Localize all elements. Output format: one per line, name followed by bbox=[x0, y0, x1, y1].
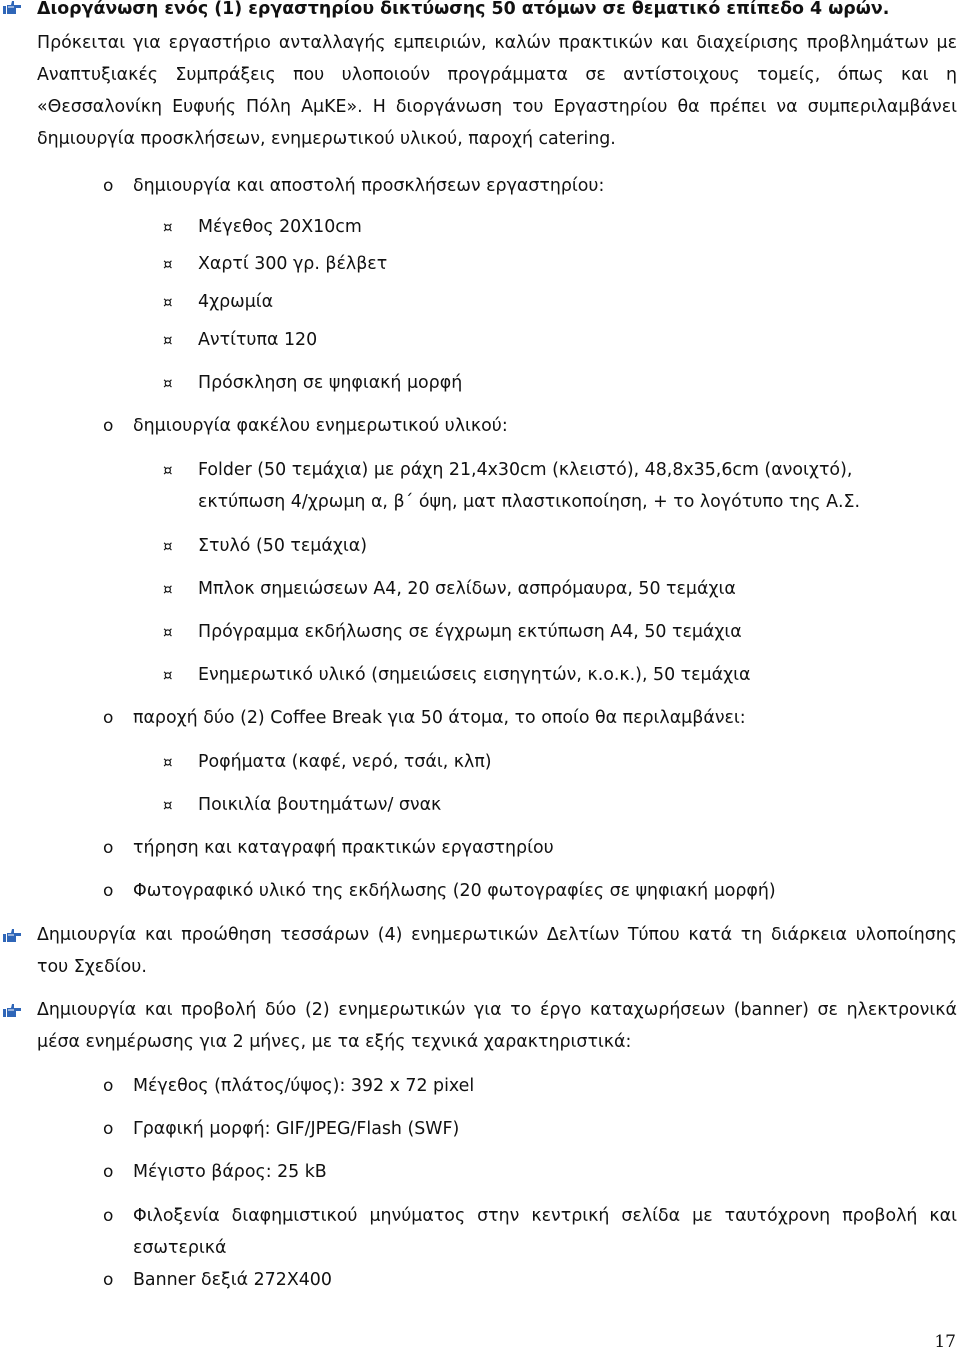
bullet-currency-icon: ¤ bbox=[163, 580, 173, 598]
bullet-circle-icon: o bbox=[103, 1270, 114, 1290]
list-item: o Μέγεθος (πλάτος/ύψος): 392 x 72 pixel bbox=[0, 1070, 960, 1102]
bullet-circle-icon: o bbox=[103, 838, 114, 858]
section-body-banners: Δημιουργία και προβολή δύο (2) ενημερωτικών για το έργο καταχωρήσεων (banner) σε ηλεκτρονικά μέσα ενημέρωσης για 2 μήνες, με τα εξής τεχνικά χαρακτηριστικά: bbox=[37, 1000, 957, 1052]
blue-hand-pointer-icon bbox=[2, 0, 24, 16]
bullet-circle-icon: o bbox=[103, 1162, 114, 1182]
sub-list-item: ¤ Μπλοκ σημειώσεων Α4, 20 σελίδων, ασπρόμαυρα, 50 τεμάχια bbox=[0, 573, 960, 605]
bullet-currency-icon: ¤ bbox=[163, 331, 173, 349]
bullet-circle-icon: o bbox=[103, 176, 114, 196]
list-item: o Φωτογραφικό υλικό της εκδήλωσης (20 φωτογραφίες σε ψηφιακή μορφή) bbox=[0, 875, 960, 907]
sub-list-item: ¤ Ροφήματα (καφέ, νερό, τσάι, κλπ) bbox=[0, 746, 960, 778]
bullet-currency-icon: ¤ bbox=[163, 537, 173, 555]
section-body-press-releases: Δημιουργία και προώθηση τεσσάρων (4) ενημερωτικών Δελτίων Τύπου κατά τη διάρκεια υλοποίησης του Σχεδίου. bbox=[37, 925, 957, 977]
bullet-currency-icon: ¤ bbox=[163, 461, 173, 479]
list-item: o Μέγιστο βάρος: 25 kB bbox=[0, 1156, 960, 1188]
bullet-currency-icon: ¤ bbox=[163, 666, 173, 684]
section-body-workshop: Πρόκειται για εργαστήριο ανταλλαγής εμπειριών, καλών πρακτικών και διαχείρισης προβλημάτων με Αναπτυξιακές Συμπράξεις που υλοποιούν προγράμματα σε αντίστοιχους τομείς, όπως και η «Θεσσαλονίκη Ευφυής Πόλη ΑμΚΕ». Η διοργάνωση του Εργαστηρίου θα πρέπει να συμπεριλαμβάνει δημιουργία προσκλήσεων, ενημερωτικού υλικού, παροχή catering. bbox=[37, 33, 957, 149]
bullet-currency-icon: ¤ bbox=[163, 796, 173, 814]
section-title-workshop: Διοργάνωση ενός (1) εργαστηρίου δικτύωσης 50 ατόμων σε θεματικό επίπεδο 4 ωρών. bbox=[37, 0, 890, 19]
sub-list-item: ¤ Πρόσκληση σε ψηφιακή μορφή bbox=[0, 367, 960, 399]
bullet-currency-icon: ¤ bbox=[163, 218, 173, 236]
bullet-currency-icon: ¤ bbox=[163, 293, 173, 311]
list-item: o δημιουργία φακέλου ενημερωτικού υλικού: bbox=[0, 410, 960, 442]
sub-list-item: ¤ Folder (50 τεμάχια) με ράχη 21,4x30cm (κλειστό), 48,8x35,6cm (ανοιχτό), εκτύπωση 4/χρωμη α, β΄ όψη, ματ πλαστικοποίηση, + το λογότυπο της Α.Σ. bbox=[0, 454, 960, 518]
bullet-circle-icon: o bbox=[103, 1206, 114, 1226]
bullet-circle-icon: o bbox=[103, 416, 114, 436]
bullet-currency-icon: ¤ bbox=[163, 753, 173, 771]
sub-list-item: ¤ 4χρωμία bbox=[0, 286, 960, 318]
list-item: o Γραφική μορφή: GIF/JPEG/Flash (SWF) bbox=[0, 1113, 960, 1145]
bullet-circle-icon: o bbox=[103, 881, 114, 901]
list-item: o παροχή δύο (2) Coffee Break για 50 άτομα, το οποίο θα περιλαμβάνει: bbox=[0, 702, 960, 734]
list-item: o Banner δεξιά 272X400 bbox=[0, 1264, 960, 1296]
bullet-currency-icon: ¤ bbox=[163, 374, 173, 392]
sub-list-item: ¤ Ποικιλία βουτημάτων/ σνακ bbox=[0, 789, 960, 821]
sub-list-item: ¤ Αντίτυπα 120 bbox=[0, 324, 960, 356]
sub-list-item: ¤ Πρόγραμμα εκδήλωσης σε έγχρωμη εκτύπωση Α4, 50 τεμάχια bbox=[0, 616, 960, 648]
sub-list-item: ¤ Ενημερωτικό υλικό (σημειώσεις εισηγητών, κ.ο.κ.), 50 τεμάχια bbox=[0, 659, 960, 691]
bullet-circle-icon: o bbox=[103, 708, 114, 728]
sub-list-item: ¤ Μέγεθος 20X10cm bbox=[0, 211, 960, 243]
list-item: o δημιουργία και αποστολή προσκλήσεων εργαστηρίου: bbox=[0, 170, 960, 202]
page-number: 17 bbox=[934, 1332, 956, 1352]
bullet-currency-icon: ¤ bbox=[163, 255, 173, 273]
sub-list-item: ¤ Χαρτί 300 γρ. βέλβετ bbox=[0, 248, 960, 280]
list-item: o Φιλοξενία διαφημιστικού μηνύματος στην κεντρική σελίδα με ταυτόχρονη προβολή και εσωτερικά bbox=[0, 1200, 960, 1264]
sub-list-item: ¤ Στυλό (50 τεμάχια) bbox=[0, 530, 960, 562]
list-item: o τήρηση και καταγραφή πρακτικών εργαστηρίου bbox=[0, 832, 960, 864]
bullet-circle-icon: o bbox=[103, 1119, 114, 1139]
bullet-currency-icon: ¤ bbox=[163, 623, 173, 641]
blue-hand-pointer-icon bbox=[2, 928, 24, 944]
bullet-circle-icon: o bbox=[103, 1076, 114, 1096]
blue-hand-pointer-icon bbox=[2, 1003, 24, 1019]
